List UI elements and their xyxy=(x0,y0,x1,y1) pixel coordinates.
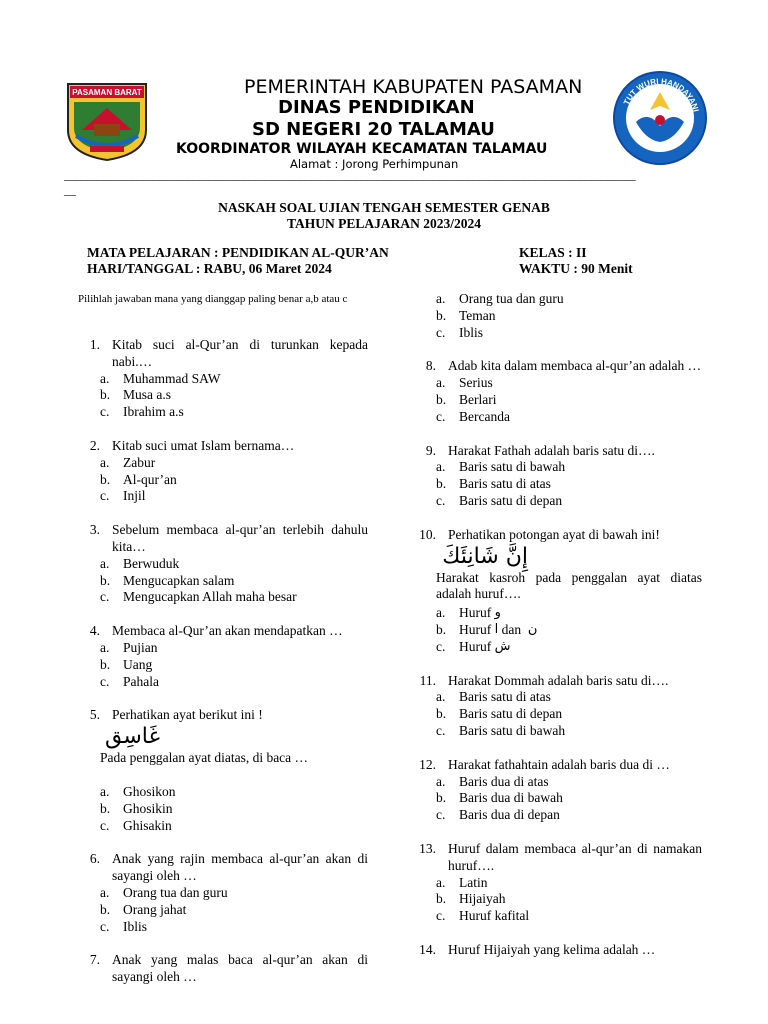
option-a: a. Serius xyxy=(436,375,493,391)
question-11: 11. Harakat Dommah adalah baris satu di…. a. Baris satu di atas b. Baris satu di depan c. Baris satu di bawah xyxy=(402,673,702,740)
question-text: Kitab suci umat Islam bernama… xyxy=(112,437,295,453)
question-8: 8. Adab kita dalam membaca al-qur’an adalah … a. Serius b. Berlari c. Bercanda xyxy=(425,358,702,424)
question-5: 5. Perhatikan ayat berikut ini ! غَاسِق Pada penggalan ayat diatas, di baca … a. Ghosikon b. Ghosikin c. Ghisakin xyxy=(66,707,368,834)
date-line: HARI/TANGGAL : RABU, 06 Maret 2024 xyxy=(87,261,332,276)
option-b: b. Musa a.s xyxy=(100,387,171,403)
question-text-2: Harakat kasroh pada penggalan ayat diatas adalah huruf…. xyxy=(436,569,702,602)
question-1: 1. Kitab suci al-Qur’an di turunkan kepada nabi.… a. Muhammad SAW b. Musa a.s c. Ibrahim a.s xyxy=(89,337,368,420)
option-a: a. Ghosikon xyxy=(100,783,176,799)
option-b: b. Baris satu di depan xyxy=(436,706,563,722)
time-line: WAKTU : 90 Menit xyxy=(519,261,633,276)
header-school: SD NEGERI 20 TALAMAU xyxy=(252,119,495,140)
question-text: Harakat fathahtain adalah baris dua di … xyxy=(448,756,670,772)
question-text: Harakat Dommah adalah baris satu di…. xyxy=(448,672,669,688)
question-7: 7. Anak yang malas baca al-qur’an akan di sayangi oleh … xyxy=(89,952,368,985)
question-text: Adab kita dalam membaca al-qur’an adalah … xyxy=(448,358,702,374)
option-b: b. Baris satu di atas xyxy=(436,476,551,492)
option-a: a. Zabur xyxy=(100,454,156,470)
option-c: c. Iblis xyxy=(100,918,148,934)
option-a: a. Orang tua dan guru xyxy=(436,291,564,306)
option-a: a. Baris dua di atas xyxy=(436,773,549,789)
option-a: a. Pujian xyxy=(100,639,158,655)
question-text: Kitab suci al-Qur’an di turunkan kepada nabi.… xyxy=(112,337,368,369)
question-text: Anak yang rajin membaca al-qur’an akan di sayangi oleh … xyxy=(112,851,368,884)
arabic-verse: غَاسِق xyxy=(105,724,160,750)
option-a: a. Baris satu di bawah xyxy=(436,459,566,475)
option-b: b. Teman xyxy=(436,307,496,323)
question-7-options xyxy=(402,291,702,341)
header-department: DINAS PENDIDIKAN xyxy=(278,97,475,118)
question-text: Anak yang malas baca al-qur’an akan di sayangi oleh … xyxy=(112,952,368,985)
question-text: Sebelum membaca al-qur’an terlebih dahulu kita… xyxy=(112,522,368,554)
questions-left-column xyxy=(66,337,368,1003)
option-b: b. Berlari xyxy=(436,391,497,407)
option-a: a. Latin xyxy=(436,874,488,890)
question-6: 6. Anak yang rajin membaca al-qur’an akan di sayangi oleh … a. Orang tua dan guru b. Orang jahat c. Iblis xyxy=(89,851,368,934)
option-c: c. Injil xyxy=(100,488,146,504)
exam-year: TAHUN PELAJARAN 2023/2024 xyxy=(286,216,481,231)
option-b: b. Baris dua di bawah xyxy=(436,790,563,806)
subject-line: MATA PELAJARAN : PENDIDIKAN AL-QUR’AN xyxy=(87,245,389,260)
option-a: a. Berwuduk xyxy=(100,555,180,571)
option-b: b. Orang jahat xyxy=(100,901,187,917)
question-text: Perhatikan ayat berikut ini ! xyxy=(112,707,263,723)
questions-right-column xyxy=(402,291,702,976)
option-a: a. Huruf و xyxy=(436,605,501,621)
letterhead xyxy=(0,0,768,200)
option-b: b. Huruf ا dan ن xyxy=(436,621,538,637)
option-b: b. Hijaiyah xyxy=(436,891,506,907)
question-10: 10. Perhatikan potongan ayat di bawah ini! إِنَّ شَانِئَكَ Harakat kasroh pada penggalan ayat diatas adalah huruf…. a. Huruf و b. Huruf ا dan ن c. Huruf ش xyxy=(419,526,702,654)
question-text: Membaca al-Qur’an akan mendapatkan … xyxy=(112,623,343,639)
question-4: 4. Membaca al-Qur’an akan mendapatkan … a. Pujian b. Uang c. Pahala xyxy=(66,623,368,690)
instruction-text: Pilihlah jawaban mana yang dianggap paling benar a,b atau c xyxy=(78,293,348,305)
class-line: KELAS : II xyxy=(519,245,587,260)
header-divider-tail: __ xyxy=(64,183,76,197)
question-3: 3. Sebelum membaca al-qur’an terlebih dahulu kita… a. Berwuduk b. Mengucapkan salam c. Mengucapkan Allah maha besar xyxy=(89,522,368,605)
option-c: c. Pahala xyxy=(100,673,159,689)
question-text: Harakat Fathah adalah baris satu di…. xyxy=(448,442,655,458)
question-12: 12. Harakat fathahtain adalah baris dua di … a. Baris dua di atas b. Baris dua di bawah c. Baris dua di depan xyxy=(402,757,702,824)
question-text: Perhatikan potongan ayat di bawah ini! xyxy=(448,526,660,542)
option-b: b. Al-qur’an xyxy=(100,471,177,487)
option-b: b. Ghosikin xyxy=(100,800,173,816)
question-2: 2. Kitab suci umat Islam bernama… a. Zabur b. Al-qur’an c. Injil xyxy=(66,438,368,505)
question-9: 9. Harakat Fathah adalah baris satu di…. a. Baris satu di bawah b. Baris satu di atas c. Baris satu di depan xyxy=(402,443,702,510)
question-text: Huruf Hijaiyah yang kelima adalah … xyxy=(448,941,656,957)
svg-text:PASAMAN BARAT: PASAMAN BARAT xyxy=(72,88,142,97)
option-a: a. Orang tua dan guru xyxy=(100,884,228,900)
option-c: c. Huruf kafital xyxy=(436,908,530,924)
svg-text:TUT WURI HANDAYANI: TUT WURI HANDAYANI xyxy=(621,76,701,113)
header-address: Alamat : Jorong Perhimpunan xyxy=(290,157,459,171)
option-c: c. Iblis xyxy=(436,324,484,340)
option-c: c. Baris dua di depan xyxy=(436,807,560,823)
tut-wuri-handayani-logo xyxy=(612,70,708,166)
option-c: c. Bercanda xyxy=(436,408,510,424)
header-coordinator: KOORDINATOR WILAYAH KECAMATAN TALAMAU xyxy=(176,141,548,157)
exam-title: NASKAH SOAL UJIAN TENGAH SEMESTER GENAB xyxy=(218,200,550,215)
option-c: c. Baris satu di bawah xyxy=(436,722,566,738)
header-divider: ______________________________________________________________________________________________________ xyxy=(64,170,636,182)
option-c: c. Ibrahim a.s xyxy=(100,404,184,420)
question-text-2: Pada penggalan ayat diatas, di baca … xyxy=(100,750,309,766)
option-c: c. Ghisakin xyxy=(100,817,172,833)
question-14: 14. Huruf Hijaiyah yang kelima adalah … xyxy=(402,942,702,959)
option-a: a. Muhammad SAW xyxy=(100,370,221,386)
option-a: a. Baris satu di atas xyxy=(436,689,551,705)
arabic-verse: إِنَّ شَانِئَكَ xyxy=(442,543,528,569)
option-b: b. Mengucapkan salam xyxy=(100,572,235,588)
option-c: c. Baris satu di depan xyxy=(436,492,563,508)
option-c: c. Mengucapkan Allah maha besar xyxy=(100,589,297,605)
header-government: PEMERINTAH KABUPATEN PASAMAN xyxy=(244,76,583,98)
option-c: c. Huruf ش xyxy=(436,638,511,654)
question-text: Huruf dalam membaca al-qur’an di namakan huruf…. xyxy=(448,840,702,873)
option-b: b. Uang xyxy=(100,656,153,672)
pasaman-barat-logo xyxy=(64,80,150,162)
question-13: 13. Huruf dalam membaca al-qur’an di namakan huruf…. a. Latin b. Hijaiyah c. Huruf kafital xyxy=(419,840,702,924)
